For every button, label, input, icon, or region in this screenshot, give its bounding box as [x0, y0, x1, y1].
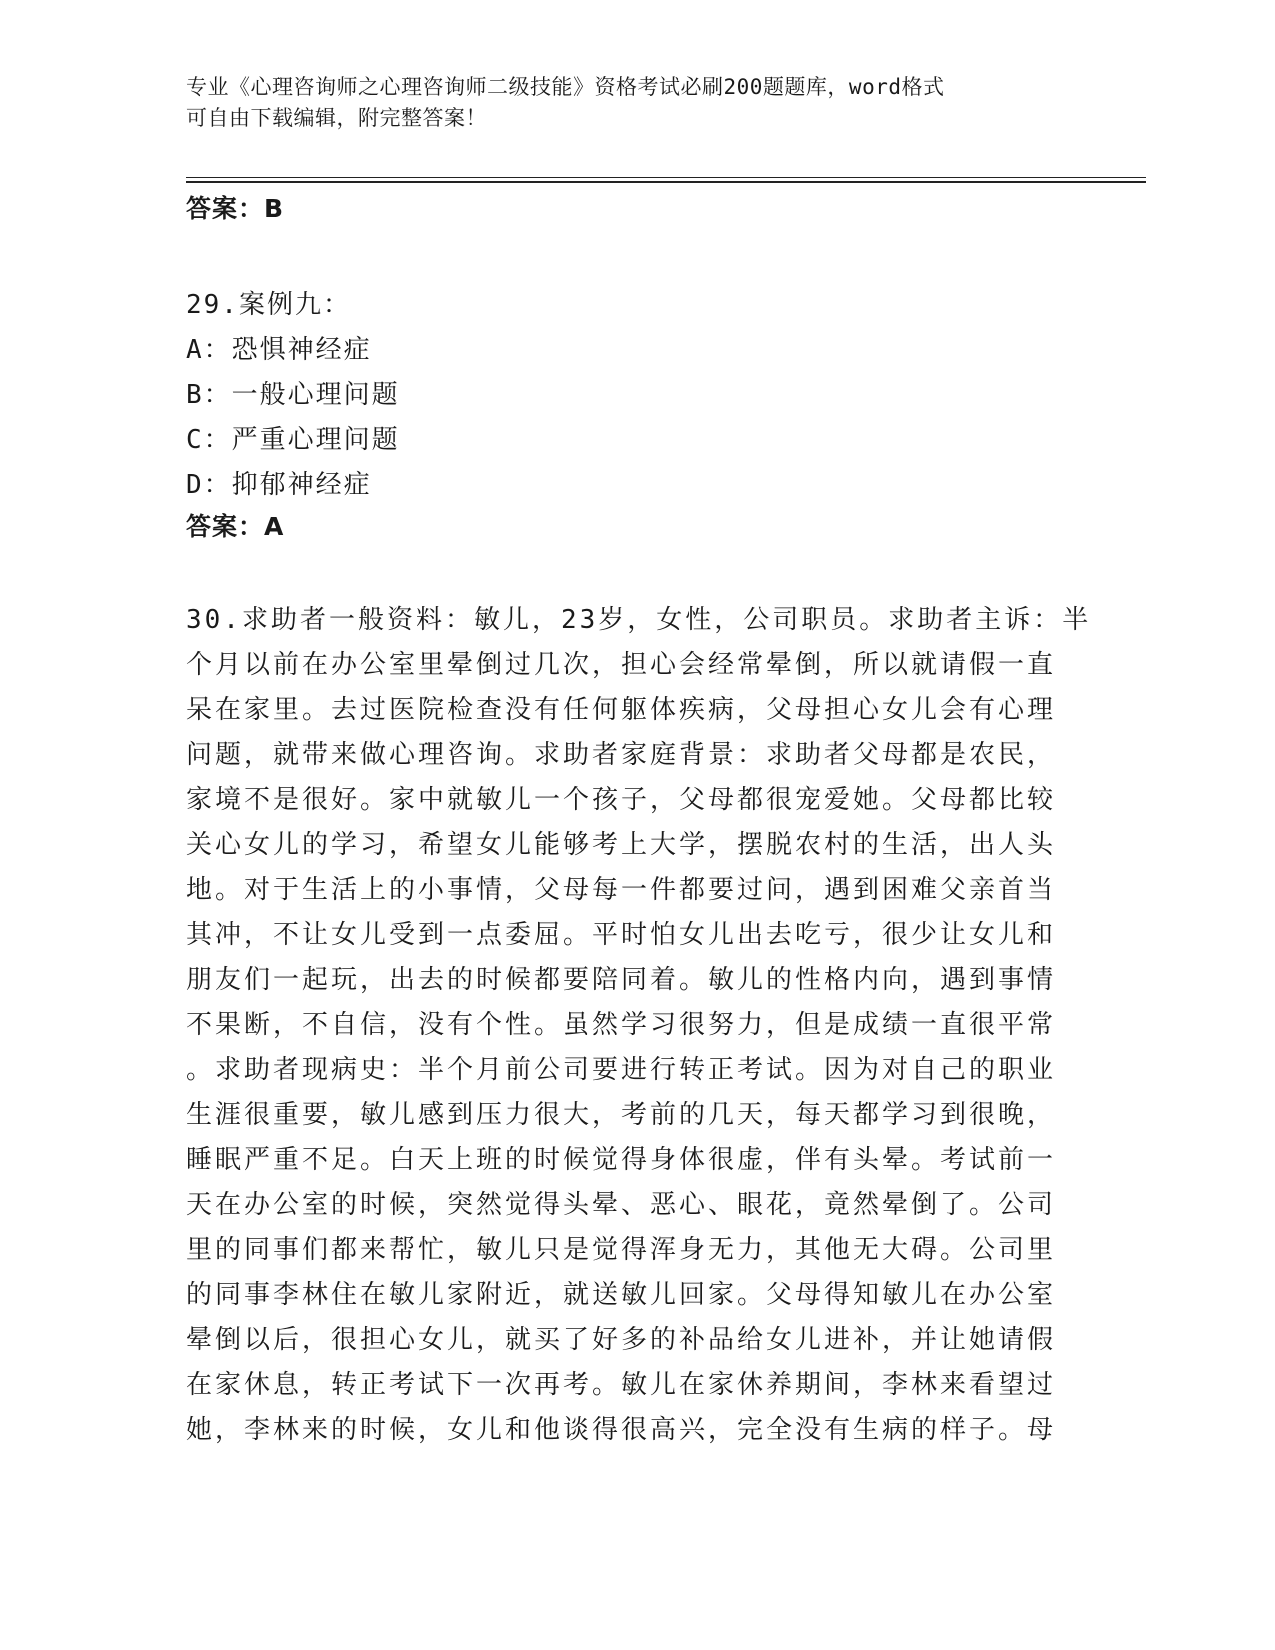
header-line-1: 专业《心理咨询师之心理咨询师二级技能》资格考试必刷200题题库，word格式	[186, 75, 945, 99]
header-line-2: 可自由下载编辑，附完整答案！	[186, 106, 487, 130]
question-29-answer: 答案：A	[186, 512, 285, 541]
passage-line: 生涯很重要，敏儿感到压力很大，考前的几天，每天都学习到很晚，	[186, 1100, 1057, 1130]
passage-line: 其冲，不让女儿受到一点委屈。平时怕女儿出去吃亏，很少让女儿和	[186, 920, 1057, 950]
previous-answer: 答案：B	[186, 194, 285, 223]
passage-line: 呆在家里。去过医院检查没有任何躯体疾病，父母担心女儿会有心理	[186, 695, 1057, 725]
passage-line: 家境不是很好。家中就敏儿一个孩子，父母都很宠爱她。父母都比较	[186, 785, 1057, 815]
header-divider-thick	[186, 181, 1146, 183]
passage-line: 她，李林来的时候，女儿和他谈得很高兴，完全没有生病的样子。母	[186, 1415, 1057, 1445]
question-30-passage	[186, 598, 1092, 1453]
passage-line: 个月以前在办公室里晕倒过几次，担心会经常晕倒，所以就请假一直	[186, 650, 1057, 680]
passage-line: 的同事李林住在敏儿家附近，就送敏儿回家。父母得知敏儿在办公室	[186, 1280, 1057, 1310]
option-c: C：严重心理问题	[186, 425, 400, 455]
passage-line: 朋友们一起玩，出去的时候都要陪同着。敏儿的性格内向，遇到事情	[186, 965, 1057, 995]
option-b: B：一般心理问题	[186, 380, 400, 410]
passage-line: 关心女儿的学习，希望女儿能够考上大学，摆脱农村的生活，出人头	[186, 830, 1057, 860]
question-29-stem: 29.案例九：	[186, 290, 351, 320]
option-d: D：抑郁神经症	[186, 470, 372, 500]
passage-line: 问题，就带来做心理咨询。求助者家庭背景：求助者父母都是农民，	[186, 740, 1057, 770]
passage-line: 不果断，不自信，没有个性。虽然学习很努力，但是成绩一直很平常	[186, 1010, 1057, 1040]
header-divider-thin	[186, 177, 1146, 178]
passage-line: 睡眠严重不足。白天上班的时候觉得身体很虚，伴有头晕。考试前一	[186, 1145, 1057, 1175]
passage-line: 在家休息，转正考试下一次再考。敏儿在家休养期间，李林来看望过	[186, 1370, 1057, 1400]
passage-line: 天在办公室的时候，突然觉得头晕、恶心、眼花，竟然晕倒了。公司	[186, 1190, 1057, 1220]
passage-line: 晕倒以后，很担心女儿，就买了好多的补品给女儿进补，并让她请假	[186, 1325, 1057, 1355]
passage-line: 。求助者现病史：半个月前公司要进行转正考试。因为对自己的职业	[186, 1055, 1057, 1085]
question-29	[186, 283, 400, 508]
passage-line: 地。对于生活上的小事情，父母每一件都要过问，遇到困难父亲首当	[186, 875, 1057, 905]
option-a: A：恐惧神经症	[186, 335, 372, 365]
passage-line: 30.求助者一般资料：敏儿，23岁，女性，公司职员。求助者主诉：半	[186, 605, 1092, 635]
document-header	[186, 72, 1066, 134]
passage-line: 里的同事们都来帮忙，敏儿只是觉得浑身无力，其他无大碍。公司里	[186, 1235, 1057, 1265]
